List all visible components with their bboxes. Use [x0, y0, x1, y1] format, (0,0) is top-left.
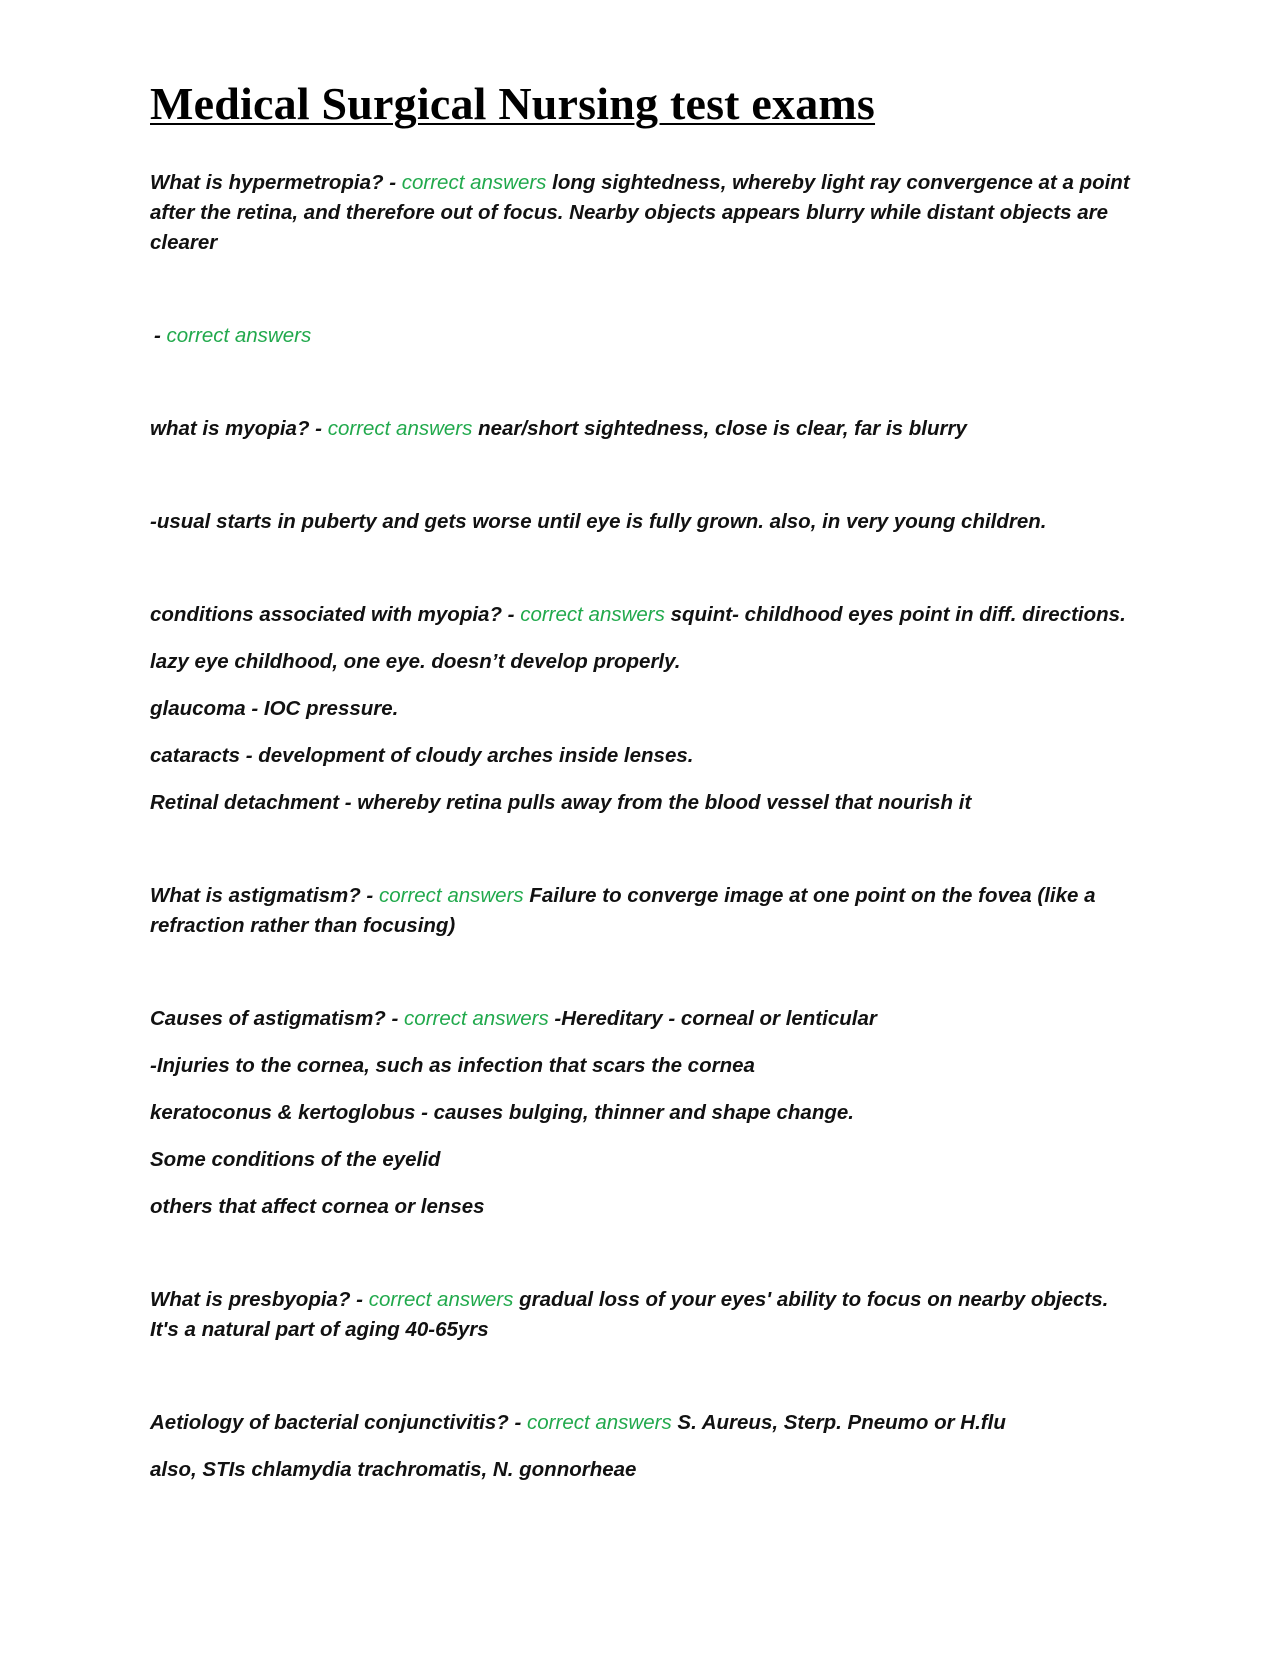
note-line: Retinal detachment - whereby retina pulls away from the blood vessel that nourish it [150, 791, 972, 814]
note-line: cataracts - development of cloudy arches inside lenses. [150, 744, 694, 767]
correct-answers-label: correct answers [368, 1288, 514, 1311]
qa-bacterial-conjunctivitis [150, 1408, 1130, 1438]
answer-text: gradual loss of your eyes' ability to focus on nearby objects. It's a natural part of aging 40-65yrs [150, 1288, 1109, 1341]
correct-answers-label: correct answers [166, 324, 312, 347]
question-text: What is presbyopia? - [150, 1288, 369, 1311]
note-line: lazy eye childhood, one eye. doesn’t develop properly. [150, 650, 681, 673]
note-line: also, STIs chlamydia trachromatis, N. gonnorheae [150, 1458, 637, 1481]
qa-astigmatism [150, 881, 1130, 941]
qa-astigmatism-causes [150, 1004, 1130, 1034]
question-text: conditions associated with myopia? - [150, 603, 521, 626]
question-text: Causes of astigmatism? - [150, 1007, 405, 1030]
note-line: Some conditions of the eyelid [150, 1148, 441, 1171]
note-line: -usual starts in puberty and gets worse until eye is fully grown. also, in very young children. [150, 510, 1047, 533]
document-title: Medical Surgical Nursing test exams [150, 78, 876, 129]
correct-answers-label: correct answers [404, 1007, 549, 1030]
qa-empty [150, 321, 1130, 351]
qa-presbyopia [150, 1285, 1130, 1345]
question-text: - [154, 324, 167, 347]
correct-answers-label: correct answers [401, 171, 547, 194]
note-line: -Injuries to the cornea, such as infection that scars the cornea [150, 1054, 755, 1077]
question-text: what is myopia? - [150, 417, 328, 440]
correct-answers-label: correct answers [520, 603, 665, 626]
answer-text: S. Aureus, Sterp. Pneumo or H.flu [671, 1411, 1006, 1434]
qa-myopia-conditions [150, 600, 1130, 630]
answer-text: long sightedness, whereby light ray convergence at a point after the retina, and therefore out of focus. Nearby objects appears blurry while distant objects are clearer [150, 171, 1130, 254]
note-line: keratoconus & kertoglobus - causes bulging, thinner and shape change. [150, 1101, 854, 1124]
answer-text: Failure to converge image at one point on the fovea (like a refraction rather than focusing) [150, 884, 1096, 937]
answer-text: near/short sightedness, close is clear, far is blurry [472, 417, 967, 440]
question-text: Aetiology of bacterial conjunctivitis? - [150, 1411, 528, 1434]
qa-hypermetropia [150, 168, 1130, 258]
qa-myopia [150, 414, 1130, 444]
note-line: glaucoma - IOC pressure. [150, 697, 399, 720]
correct-answers-label: correct answers [327, 417, 473, 440]
document-content [150, 78, 1130, 1485]
correct-answers-label: correct answers [527, 1411, 672, 1434]
answer-text: squint- childhood eyes point in diff. directions. [664, 603, 1126, 626]
note-line: others that affect cornea or lenses [150, 1195, 485, 1218]
question-text: What is astigmatism? - [150, 884, 379, 907]
answer-text: -Hereditary - corneal or lenticular [548, 1007, 877, 1030]
question-text: What is hypermetropia? - [150, 171, 402, 194]
correct-answers-label: correct answers [378, 884, 524, 907]
